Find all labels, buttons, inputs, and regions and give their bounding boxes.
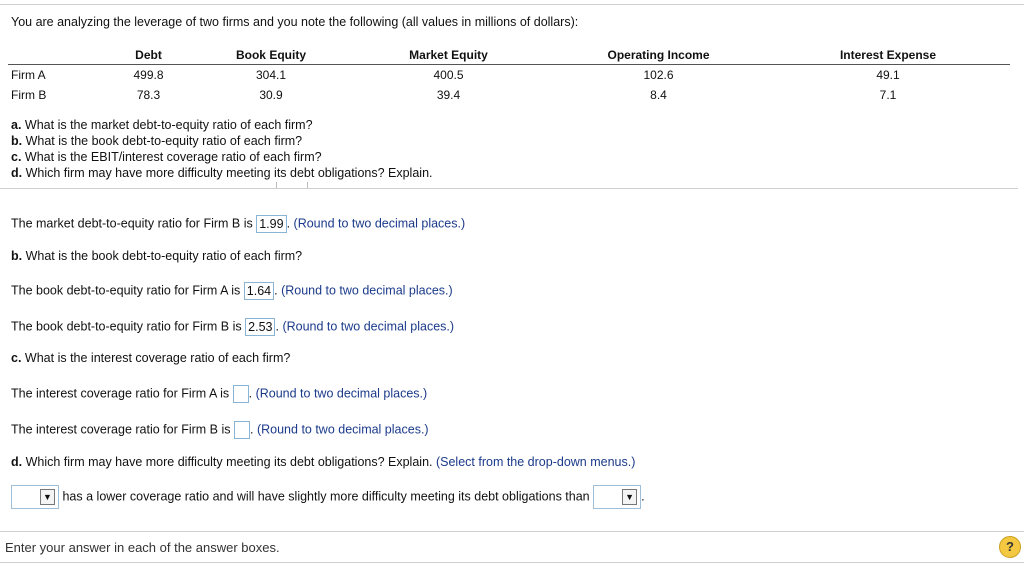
coverage-heading: c. What is the interest coverage ratio of each firm?: [11, 351, 291, 365]
d-heading: d. Which firm may have more difficulty meeting its debt obligations? Explain. (Select from the drop-down menus.): [11, 455, 636, 469]
question-c: c. What is the EBIT/interest coverage ratio of each firm?: [11, 150, 322, 164]
firm-select-1[interactable]: [11, 485, 59, 509]
question-d: d. Which firm may have more difficulty meeting its debt obligations? Explain.: [11, 166, 433, 180]
question-list: [11, 117, 433, 181]
firm-select-2[interactable]: [593, 485, 641, 509]
book-b-answer-box[interactable]: 2.53: [245, 318, 275, 336]
section-divider: [0, 188, 1018, 189]
chevron-down-icon[interactable]: ▼: [622, 489, 637, 505]
data-table: [8, 46, 1010, 105]
cell: 8.4: [650, 88, 667, 102]
cell: 49.1: [876, 68, 900, 82]
answer-coverage-a: The interest coverage ratio for Firm A is . (Round to two decimal places.): [11, 385, 427, 403]
footer-divider: [0, 531, 1024, 532]
d-answer-sentence: ▼ has a lower coverage ratio and will have slightly more difficulty meeting its debt obligations than ▼ .: [11, 485, 645, 509]
top-divider: [0, 4, 1024, 5]
header-blank: [8, 46, 101, 65]
row-label: Firm A: [11, 68, 46, 82]
coverage-a-answer-box[interactable]: [233, 385, 249, 403]
cell: 78.3: [136, 88, 161, 102]
cell: 304.1: [255, 68, 287, 82]
cell: 30.9: [259, 88, 283, 102]
question-b: b. What is the book debt-to-equity ratio of each firm?: [11, 134, 303, 148]
row-label: Firm B: [11, 88, 47, 102]
cell: 7.1: [879, 88, 897, 102]
cell: 400.5: [433, 68, 464, 82]
bottom-divider: [0, 562, 1024, 563]
chevron-down-icon[interactable]: ▼: [40, 489, 55, 505]
cell: 499.8: [133, 68, 164, 82]
help-icon[interactable]: ?: [999, 536, 1021, 558]
cell: 39.4: [436, 88, 461, 102]
table-row: [8, 85, 1010, 105]
answer-book-b: The book debt-to-equity ratio for Firm B is 2.53 . (Round to two decimal places.): [11, 319, 455, 334]
answer-market-b: The market debt-to-equity ratio for Firm B is 1.99 . (Round to two decimal places.): [11, 216, 466, 231]
header-book-equity: Book Equity: [196, 46, 346, 65]
cell: 102.6: [643, 68, 674, 82]
header-operating-income: Operating Income: [551, 46, 766, 65]
book-heading: b. What is the book debt-to-equity ratio of each firm?: [11, 249, 303, 263]
footer-instruction: Enter your answer in each of the answer boxes.: [5, 540, 280, 555]
header-interest-expense: Interest Expense: [766, 46, 1010, 65]
question-a: a. What is the market debt-to-equity ratio of each firm?: [11, 118, 313, 132]
coverage-b-answer-box[interactable]: [234, 421, 250, 439]
answer-book-a: The book debt-to-equity ratio for Firm A is 1.64 . (Round to two decimal places.): [11, 283, 453, 298]
problem-intro: You are analyzing the leverage of two firms and you note the following (all values in millions of dollars):: [11, 15, 579, 29]
answer-coverage-b: The interest coverage ratio for Firm B is . (Round to two decimal places.): [11, 421, 429, 439]
header-market-equity: Market Equity: [346, 46, 551, 65]
header-debt: Debt: [101, 46, 196, 65]
book-a-answer-box[interactable]: 1.64: [244, 282, 274, 300]
table-row: [8, 65, 1010, 86]
market-b-answer-box[interactable]: 1.99: [256, 215, 286, 233]
